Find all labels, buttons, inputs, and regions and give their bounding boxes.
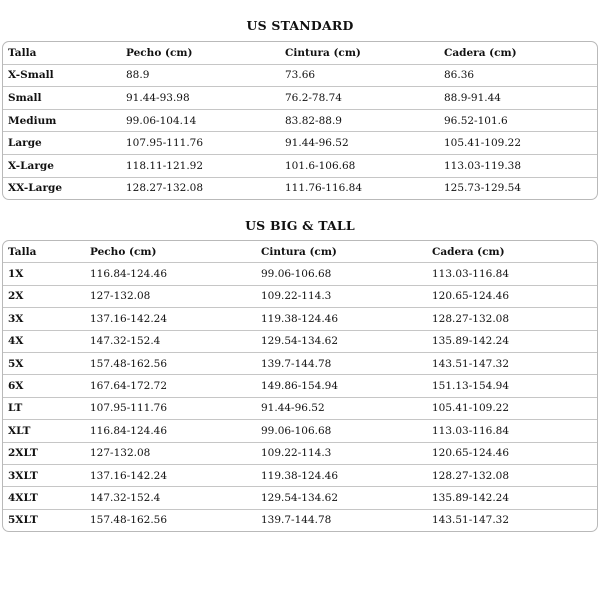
cell-chest: 127-132.08 — [85, 442, 256, 464]
table-header-row — [3, 241, 597, 263]
cell-chest: 128.27-132.08 — [126, 182, 204, 195]
table-row — [3, 420, 597, 442]
table-row — [3, 132, 597, 155]
cell-size: X-Small — [3, 64, 121, 87]
table-row — [3, 464, 597, 486]
us-standard-size-table — [3, 42, 597, 199]
cell-waist: 91.44-96.52 — [256, 397, 427, 419]
cell-chest: 91.44-93.98 — [121, 87, 280, 110]
us-big-tall-table-container — [2, 240, 598, 532]
column-header-waist: Cintura (cm) — [280, 42, 439, 64]
table-row — [3, 352, 597, 374]
cell-chest: 107.95-111.76 — [121, 132, 280, 155]
cell-size: XX-Large — [8, 182, 63, 195]
table-row — [3, 487, 597, 509]
table-row — [3, 509, 597, 531]
cell-hip: 151.13-154.94 — [427, 375, 597, 397]
cell-waist: 109.22-114.3 — [256, 442, 427, 464]
column-header-size: Talla — [3, 241, 85, 263]
table-row — [3, 109, 597, 132]
cell-waist: 99.06-106.68 — [256, 263, 427, 285]
cell-size: 1X — [3, 263, 85, 285]
table-row — [3, 375, 597, 397]
cell-size: 5X — [3, 352, 85, 374]
table-row — [3, 442, 597, 464]
us-big-tall-title: US BIG & TALL — [245, 218, 355, 233]
cell-hip: 128.27-132.08 — [427, 308, 597, 330]
cell-chest: 137.16-142.24 — [85, 464, 256, 486]
cell-waist: 91.44-96.52 — [280, 132, 439, 155]
cell-waist: 99.06-106.68 — [256, 420, 427, 442]
cell-waist: 73.66 — [280, 64, 439, 87]
cell-size: LT — [3, 397, 85, 419]
cell-hip: 88.9-91.44 — [439, 87, 597, 110]
table-row — [3, 177, 597, 199]
column-header-waist: Cintura (cm) — [256, 241, 427, 263]
cell-hip: 113.03-116.84 — [427, 263, 597, 285]
cell-waist: 109.22-114.3 — [256, 285, 427, 307]
table-row — [3, 154, 597, 177]
table-row — [3, 263, 597, 285]
cell-chest: 157.48-162.56 — [90, 514, 168, 527]
cell-waist: 76.2-78.74 — [280, 87, 439, 110]
cell-hip: 120.65-124.46 — [427, 285, 597, 307]
table-row — [3, 64, 597, 87]
cell-chest: 116.84-124.46 — [85, 420, 256, 442]
cell-chest: 107.95-111.76 — [85, 397, 256, 419]
cell-size: Large — [3, 132, 121, 155]
cell-waist: 129.54-134.62 — [256, 330, 427, 352]
table-row — [3, 87, 597, 110]
cell-size: 6X — [3, 375, 85, 397]
cell-chest: 127-132.08 — [85, 285, 256, 307]
cell-size: 2XLT — [3, 442, 85, 464]
cell-waist: 111.76-116.84 — [285, 182, 363, 195]
cell-chest: 157.48-162.56 — [85, 352, 256, 374]
cell-hip: 120.65-124.46 — [427, 442, 597, 464]
cell-hip: 105.41-109.22 — [427, 397, 597, 419]
cell-waist: 149.86-154.94 — [256, 375, 427, 397]
cell-chest: 88.9 — [121, 64, 280, 87]
cell-hip: 113.03-116.84 — [427, 420, 597, 442]
cell-waist: 139.7-144.78 — [256, 352, 427, 374]
cell-size: XLT — [3, 420, 85, 442]
cell-chest: 116.84-124.46 — [85, 263, 256, 285]
table-header-row — [3, 42, 597, 64]
column-header-chest: Pecho (cm) — [85, 241, 256, 263]
cell-hip: 143.51-147.32 — [427, 352, 597, 374]
cell-hip: 128.27-132.08 — [427, 464, 597, 486]
column-header-chest: Pecho (cm) — [121, 42, 280, 64]
cell-waist: 139.7-144.78 — [261, 514, 332, 527]
cell-size: Small — [3, 87, 121, 110]
table-row — [3, 285, 597, 307]
table-row — [3, 397, 597, 419]
cell-hip: 105.41-109.22 — [439, 132, 597, 155]
cell-chest: 147.32-152.4 — [85, 487, 256, 509]
cell-hip: 113.03-119.38 — [439, 154, 597, 177]
cell-waist: 129.54-134.62 — [256, 487, 427, 509]
column-header-size: Talla — [3, 42, 121, 64]
cell-size: 4X — [3, 330, 85, 352]
column-header-hip: Cadera (cm) — [427, 241, 597, 263]
cell-waist: 101.6-106.68 — [280, 154, 439, 177]
us-standard-table-container — [2, 41, 598, 200]
cell-waist: 83.82-88.9 — [280, 109, 439, 132]
cell-hip: 86.36 — [439, 64, 597, 87]
cell-size: 4XLT — [3, 487, 85, 509]
table-row — [3, 330, 597, 352]
cell-chest: 99.06-104.14 — [121, 109, 280, 132]
cell-size: 5XLT — [8, 514, 38, 527]
cell-size: 3X — [3, 308, 85, 330]
cell-hip: 135.89-142.24 — [427, 330, 597, 352]
cell-chest: 147.32-152.4 — [85, 330, 256, 352]
cell-hip: 143.51-147.32 — [432, 514, 510, 527]
table-row — [3, 308, 597, 330]
cell-size: 2X — [3, 285, 85, 307]
column-header-hip: Cadera (cm) — [439, 42, 597, 64]
us-big-tall-size-table — [3, 241, 597, 531]
cell-hip: 135.89-142.24 — [427, 487, 597, 509]
cell-chest: 118.11-121.92 — [121, 154, 280, 177]
cell-size: Medium — [3, 109, 121, 132]
cell-hip: 125.73-129.54 — [444, 182, 522, 195]
cell-hip: 96.52-101.6 — [439, 109, 597, 132]
cell-chest: 167.64-172.72 — [85, 375, 256, 397]
cell-waist: 119.38-124.46 — [256, 308, 427, 330]
cell-size: 3XLT — [3, 464, 85, 486]
us-standard-title: US STANDARD — [246, 18, 354, 33]
cell-waist: 119.38-124.46 — [256, 464, 427, 486]
cell-size: X-Large — [3, 154, 121, 177]
cell-chest: 137.16-142.24 — [85, 308, 256, 330]
